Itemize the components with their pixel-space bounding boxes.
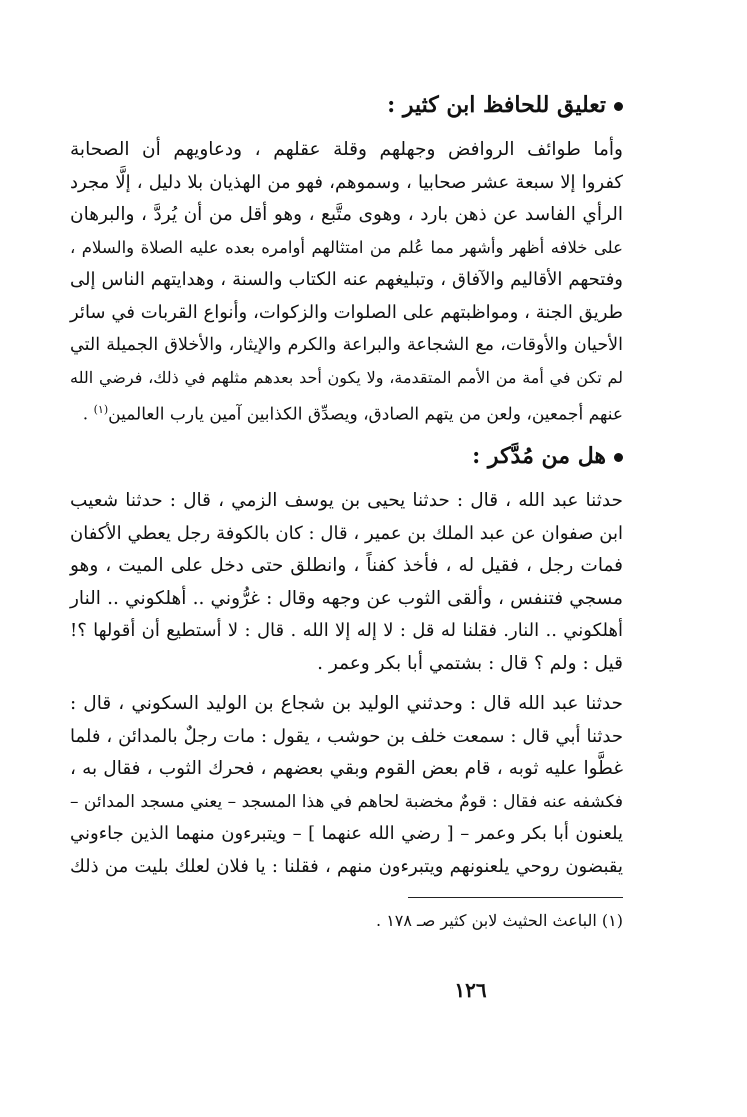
text-line: فكشفه عنه فقال : قومٌ مخضبة لحاهم في هذا المسجد – يعني مسجد المدائن – <box>70 791 623 812</box>
footnote-marker: (١) <box>93 403 109 416</box>
ibn-kathir-commentary <box>70 134 623 431</box>
text-line: الرأي الفاسد عن ذهن بارد ، وهوى متَّبع ، وهو أقل من أن يُردَّ ، والبرهان <box>70 204 623 225</box>
text-line: وفتحهم الأقاليم والآفاق ، وتبليغهم عنه الكتاب والسنة ، وهدايتهم الناس إلى <box>70 269 623 290</box>
text-line: فمات رجل ، فقيل له ، فأخذ كفناً ، وانطلق حتى دخل على الميت ، وهو <box>70 555 623 577</box>
text-line: غطَّوا عليه ثوبه ، قام بعض القوم وبقي بعضهم ، فحرك الثوب ، فقال به ، <box>70 758 623 780</box>
footnote-divider <box>408 897 623 898</box>
text-line: وأما طوائف الروافض وجهلهم وقلة عقلهم ، ودعاويهم أن الصحابة <box>70 139 623 160</box>
text-line: الأحيان والأوقات، مع الشجاعة والبراعة والكرم والإيثار، والأخلاق الجميلة التي <box>70 335 623 355</box>
text-line: كفروا إلا سبعة عشر صحابيا ، وسموهم، فهو من الهذيان بلا دليل ، إلَّا مجرد <box>70 171 623 193</box>
text-line: على خلافه أظهر وأشهر مما عُلم من امتثالهم أوامره بعده عليه الصلاة والسلام ، <box>70 237 623 257</box>
book-page <box>70 88 623 934</box>
text-line: حدثنا أبي قال : سمعت خلف بن حوشب ، يقول : مات رجلٌ بالمدائن ، فلما <box>70 725 623 747</box>
text-line: حدثنا عبد الله ، قال : حدثنا يحيى بن يوسف الزمي ، قال : حدثنا شعيب <box>70 490 623 512</box>
text-line: قيل : ولم ؟ قال : بشتمي أبا بكر وعمر . <box>317 652 623 674</box>
section-heading-reflection: هل من مُدَّكر : <box>70 439 623 473</box>
text-line: يلعنون أبا بكر وعمر – [ رضي الله عنهما ] – ويتبرءون منهما الذين جاءوني <box>70 823 623 845</box>
bullet-icon <box>614 453 623 462</box>
section-heading-ibn-kathir: تعليق للحافظ ابن كثير : <box>70 88 623 122</box>
narration-1 <box>70 485 623 680</box>
text-line: عنهم أجمعين، ولعن من يتهم الصادق، ويصدِّق الكذابين آمين يارب العالمين$^{(١)}$ . <box>82 403 623 425</box>
text-line: حدثنا عبد الله قال : وحدثني الوليد بن شجاع بن الوليد السكوني ، قال : <box>70 693 623 715</box>
text-line: لم تكن في أمة من الأمم المتقدمة، ولا يكون أحد بعدهم مثلهم في ذلك، فرضي الله <box>70 367 623 387</box>
narration-2 <box>70 688 623 883</box>
footnote: (١) الباعث الحثيث لابن كثير صـ ١٧٨ . <box>376 911 623 931</box>
page-number: ١٢٦ <box>454 978 487 1002</box>
text-line: مسجي فتنفس ، وألقى الثوب عن وجهه وقال : غرُّوني .. أهلكوني .. النار <box>70 587 623 609</box>
text-line: يقبضون روحي يلعنونهم ويتبرءون منهم ، فقلنا : يا فلان لعلك بليت من ذلك <box>70 855 623 877</box>
text-line: ابن صفوان عن عبد الملك بن عمير ، قال : كان بالكوفة رجل يعطي الأكفان <box>70 522 623 544</box>
text-line: طريق الجنة ، ومواظبتهم على الصلوات والزكوات، وأنواع القربات في سائر <box>70 301 623 323</box>
bullet-icon <box>614 102 623 111</box>
text-line: أهلكوني .. النار. فقلنا له قل : لا إله إلا الله . قال : لا أستطيع أن أقولها ؟! <box>70 620 623 642</box>
